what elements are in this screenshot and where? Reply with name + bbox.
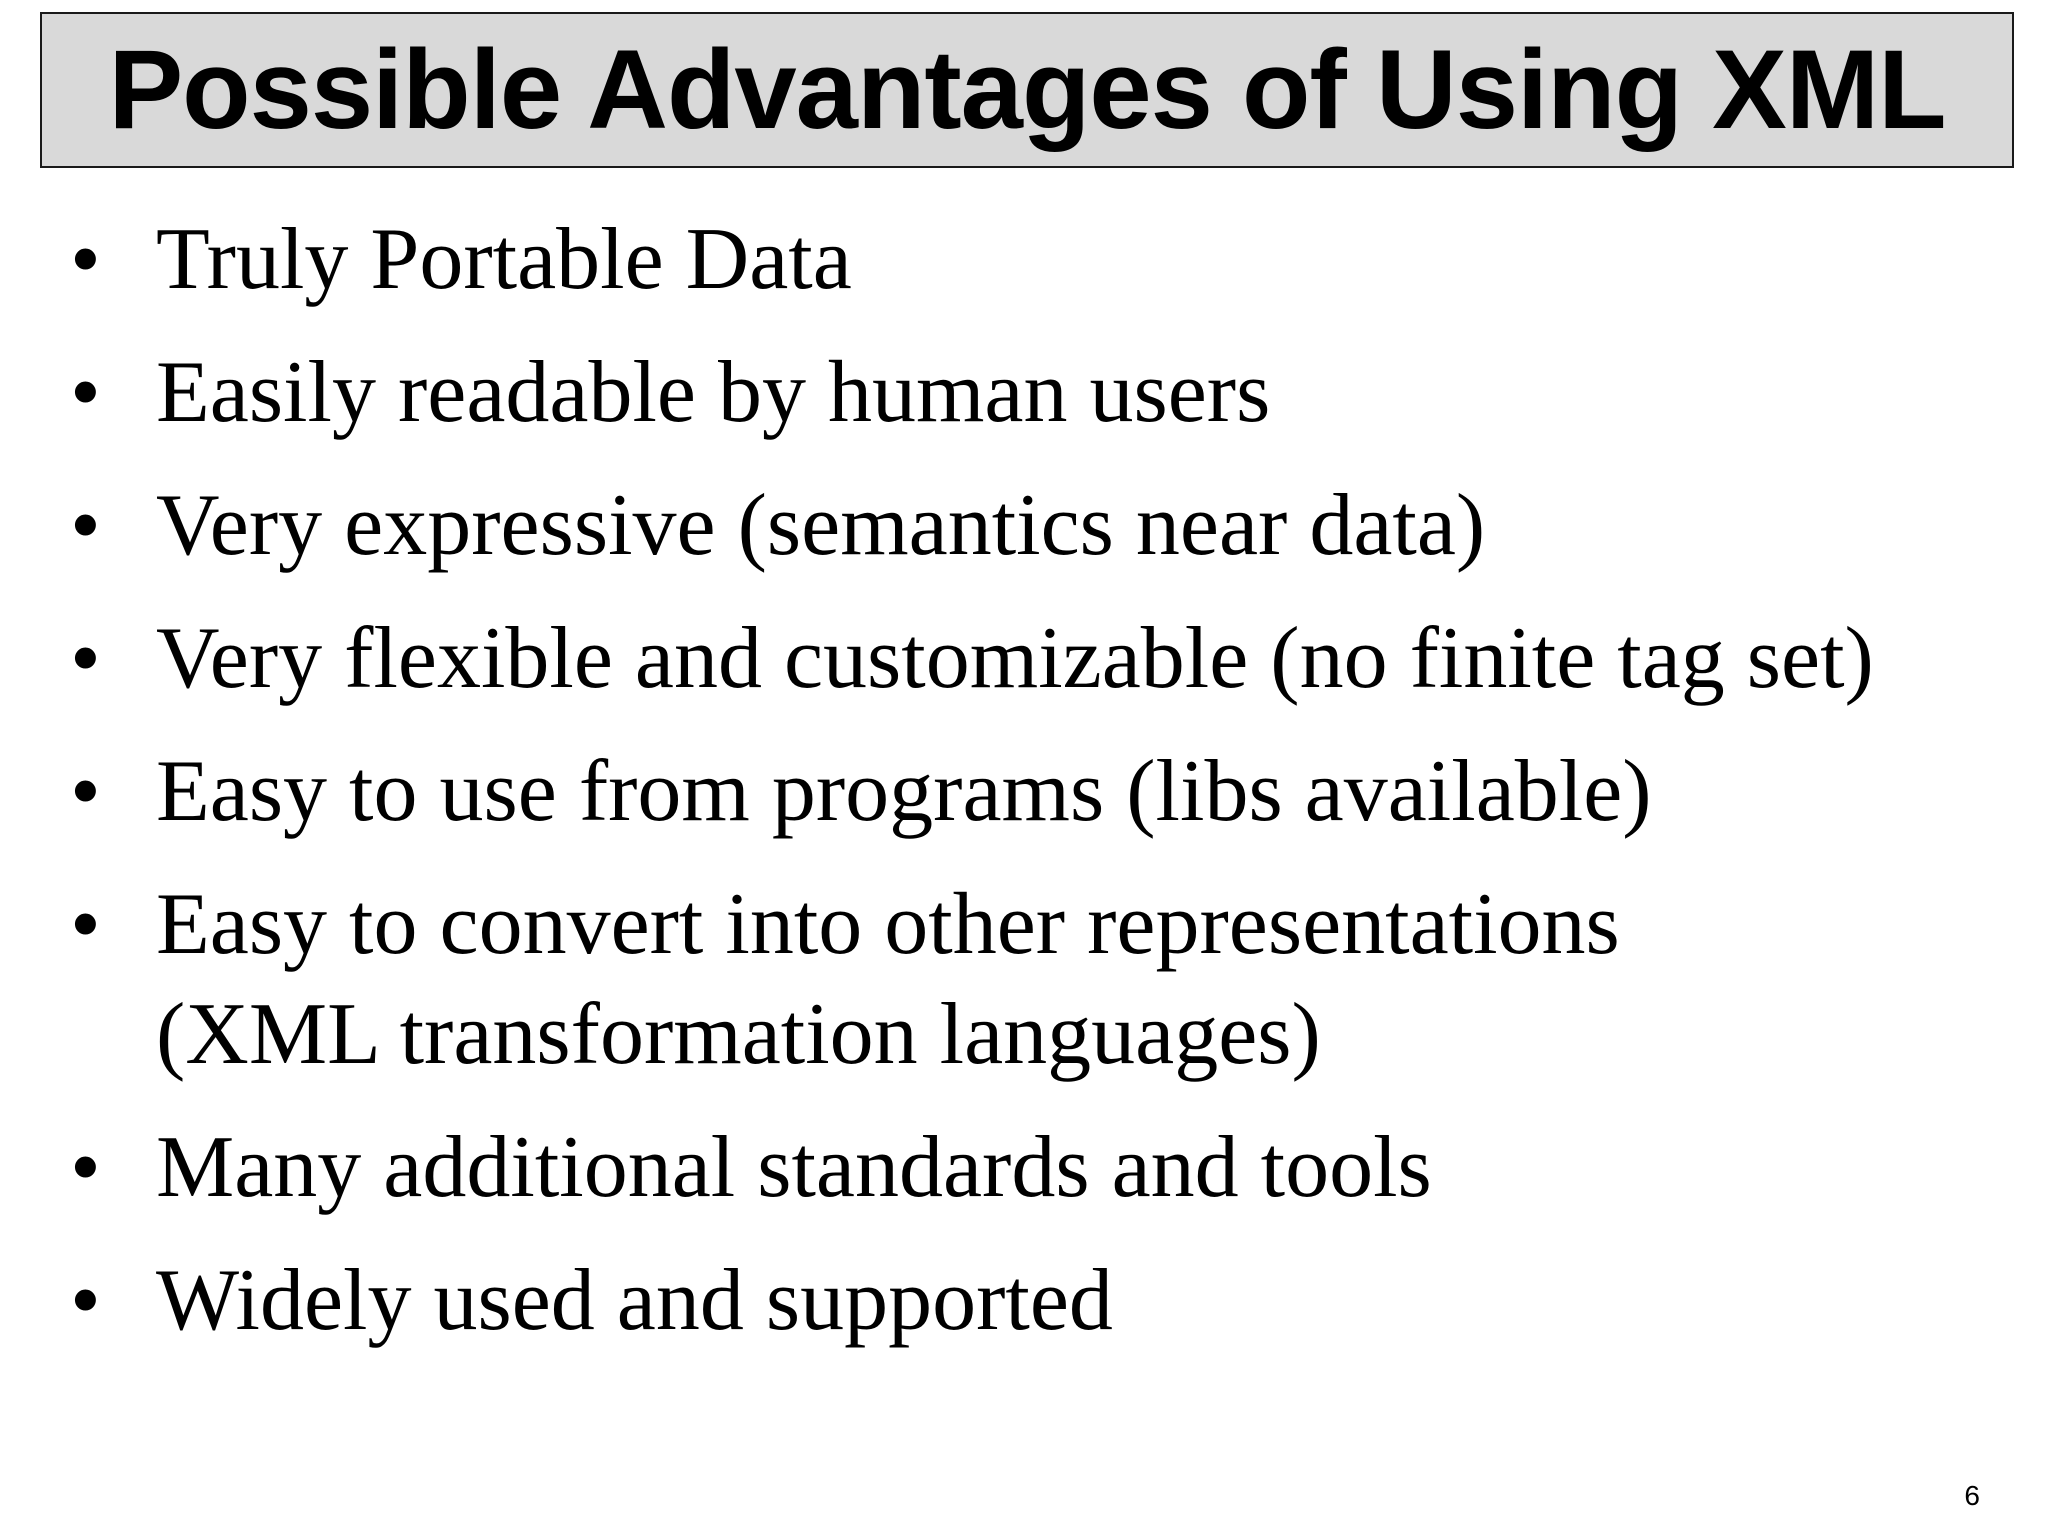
bullet-icon: • [70,1252,101,1349]
list-item [70,870,2010,1090]
bullet-icon: • [70,1119,101,1216]
bullet-icon: • [70,211,101,308]
bullet-icon: • [70,876,101,973]
list-item [70,338,2010,448]
bullet-icon: • [70,610,101,707]
list-item [70,1246,2010,1356]
bullet-text: Many additional standards and tools [156,1119,1432,1216]
bullet-icon: • [70,344,101,441]
bullet-icon: • [70,477,101,574]
title-box [40,12,2014,168]
bullet-text: Very flexible and customizable (no finite tag set) [156,610,1874,707]
list-item [70,737,2010,847]
list-item [70,1113,2010,1223]
bullet-text: Widely used and supported [156,1252,1113,1349]
slide-title: Possible Advantages of Using XML [108,27,1946,152]
bullet-text: Very expressive (semantics near data) [156,477,1486,574]
bullet-text: Easy to use from programs (libs available) [156,743,1652,840]
bullet-text: Easily readable by human users [156,344,1271,441]
list-item [70,604,2010,714]
bullet-icon: • [70,743,101,840]
list-item [70,471,2010,581]
bullet-text: Truly Portable Data [156,211,852,308]
bullet-text: Easy to convert into other representations (XML transformation languages) [156,876,1620,1083]
page-number: 6 [1964,1480,1980,1511]
bullet-list [70,205,2010,1379]
list-item [70,205,2010,315]
